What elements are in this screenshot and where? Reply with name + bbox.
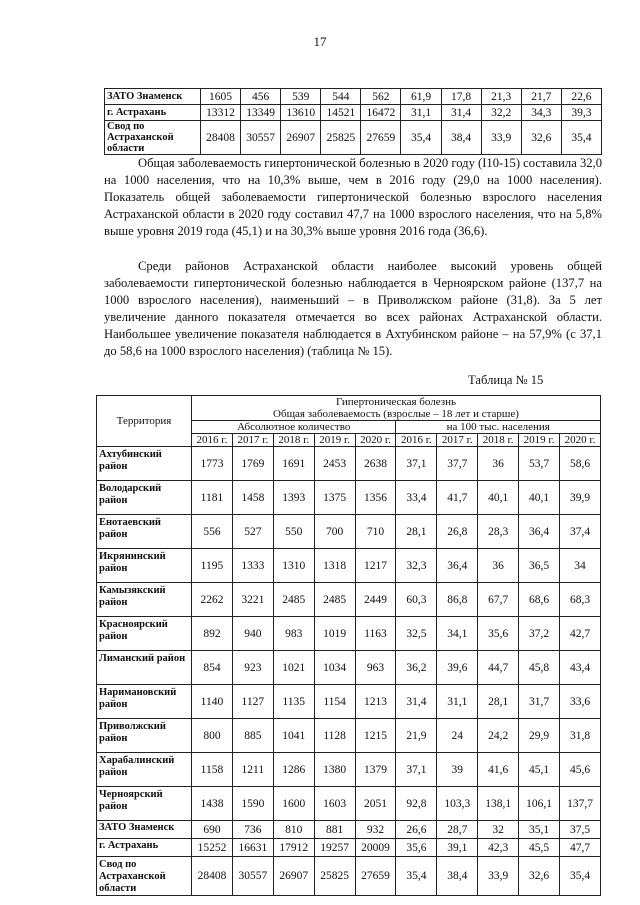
value-cell: 17912 (273, 839, 314, 857)
value-cell: 32 (478, 821, 519, 839)
value-cell: 138,1 (478, 787, 519, 821)
paragraph-general-incidence: Общая заболеваемость гипертонической болезнью в 2020 году (I10-15) составила 32,0 на 1000 населения, что на 10,3% выше, чем в 2016 году (29,0 на 1000 населения). Показатель общей заболеваемости гипертонической болезнью взрослого населения Астраханской области в 2020 году составил 47,7 на 1000 взрослого населения, что на 5,8% выше уровня 2019 года (45,1) и на 30,3% выше уровня 2016 года (36,6). (104, 156, 602, 238)
value-cell: 983 (273, 617, 314, 651)
table-row (97, 617, 601, 651)
value-cell: 1127 (232, 685, 273, 719)
value-cell: 30557 (232, 857, 273, 896)
table-row (105, 89, 602, 105)
value-cell: 16472 (361, 105, 401, 121)
value-cell: 31,8 (560, 719, 601, 753)
value-cell: 33,9 (478, 857, 519, 896)
value-cell: 1603 (314, 787, 355, 821)
value-cell: 1021 (273, 651, 314, 685)
value-cell: 21,9 (396, 719, 437, 753)
value-cell: 31,1 (401, 105, 441, 121)
value-cell: 940 (232, 617, 273, 651)
territory-cell: Икрянинский район (97, 549, 192, 583)
value-cell: 137,7 (560, 787, 601, 821)
value-cell: 36,4 (519, 515, 560, 549)
value-cell: 710 (355, 515, 396, 549)
value-cell: 27659 (361, 121, 401, 155)
table-caption: Таблица № 15 (468, 373, 544, 387)
territory-cell: Красноярский район (97, 617, 192, 651)
value-cell: 1773 (192, 447, 233, 481)
value-cell: 1154 (314, 685, 355, 719)
year-header: 2018 г. (478, 434, 519, 447)
territory-cell: Лиманский район (97, 651, 192, 685)
territory-cell: Ахтубинский район (97, 447, 192, 481)
value-cell: 45,8 (519, 651, 560, 685)
value-cell: 1215 (355, 719, 396, 753)
value-cell: 892 (192, 617, 233, 651)
year-header: 2020 г. (355, 434, 396, 447)
value-cell: 1769 (232, 447, 273, 481)
value-cell: 35,4 (560, 857, 601, 896)
table-row (97, 719, 601, 753)
value-cell: 1041 (273, 719, 314, 753)
page-number: 17 (313, 34, 327, 49)
territory-cell: Камызякский район (97, 583, 192, 617)
territory-cell: ЗАТО Знаменск (105, 89, 201, 105)
value-cell: 20009 (355, 839, 396, 857)
value-cell: 32,3 (396, 549, 437, 583)
header-subtitle: Общая заболеваемость (взрослые – 18 лет и старше) (273, 408, 519, 420)
value-cell: 1158 (192, 753, 233, 787)
value-cell: 1605 (201, 89, 241, 105)
value-cell: 690 (192, 821, 233, 839)
value-cell: 32,6 (521, 121, 561, 155)
value-cell: 43,4 (560, 651, 601, 685)
value-cell: 1380 (314, 753, 355, 787)
value-cell: 1590 (232, 787, 273, 821)
value-cell: 19257 (314, 839, 355, 857)
value-cell: 42,7 (560, 617, 601, 651)
value-cell: 456 (241, 89, 281, 105)
year-header: 2016 г. (192, 434, 233, 447)
value-cell: 58,6 (560, 447, 601, 481)
value-cell: 13610 (281, 105, 321, 121)
value-cell: 1691 (273, 447, 314, 481)
value-cell: 32,2 (481, 105, 521, 121)
value-cell: 1140 (192, 685, 233, 719)
value-cell: 963 (355, 651, 396, 685)
value-cell: 1375 (314, 481, 355, 515)
value-cell: 1393 (273, 481, 314, 515)
value-cell: 40,1 (519, 481, 560, 515)
value-cell: 35,4 (561, 121, 601, 155)
year-header: 2020 г. (560, 434, 601, 447)
value-cell: 35,4 (396, 857, 437, 896)
value-cell: 41,6 (478, 753, 519, 787)
value-cell: 36,4 (437, 549, 478, 583)
value-cell: 1211 (232, 753, 273, 787)
value-cell: 39,1 (437, 839, 478, 857)
territory-cell: Володарский район (97, 481, 192, 515)
value-cell: 35,6 (396, 839, 437, 857)
value-cell: 1217 (355, 549, 396, 583)
territory-cell: Енотаевский район (97, 515, 192, 549)
value-cell: 37,2 (519, 617, 560, 651)
value-cell: 2485 (314, 583, 355, 617)
territory-cell: Черноярский район (97, 787, 192, 821)
value-cell: 38,4 (437, 857, 478, 896)
value-cell: 16631 (232, 839, 273, 857)
value-cell: 21,3 (481, 89, 521, 105)
value-cell: 67,7 (478, 583, 519, 617)
table-row (97, 753, 601, 787)
table-row (97, 857, 601, 896)
value-cell: 68,3 (560, 583, 601, 617)
value-cell: 26907 (281, 121, 321, 155)
value-cell: 36,5 (519, 549, 560, 583)
value-cell: 45,6 (560, 753, 601, 787)
value-cell: 44,7 (478, 651, 519, 685)
table-row (97, 787, 601, 821)
value-cell: 53,7 (519, 447, 560, 481)
value-cell: 700 (314, 515, 355, 549)
territory-cell: Свод по Астраханской области (105, 121, 201, 155)
value-cell: 1379 (355, 753, 396, 787)
year-header: 2017 г. (437, 434, 478, 447)
value-cell: 34 (560, 549, 601, 583)
value-cell: 28,7 (437, 821, 478, 839)
value-cell: 932 (355, 821, 396, 839)
value-cell: 1019 (314, 617, 355, 651)
value-cell: 103,3 (437, 787, 478, 821)
value-cell: 1458 (232, 481, 273, 515)
header-title: Гипертоническая болезнь (335, 396, 457, 408)
value-cell: 28408 (201, 121, 241, 155)
table-row (105, 121, 602, 155)
table-row (97, 839, 601, 857)
hypertension-table (96, 395, 601, 896)
territory-cell: Харабалинский район (97, 753, 192, 787)
value-cell: 37,4 (560, 515, 601, 549)
value-cell: 1195 (192, 549, 233, 583)
value-cell: 1356 (355, 481, 396, 515)
value-cell: 34,3 (521, 105, 561, 121)
value-cell: 37,7 (437, 447, 478, 481)
value-cell: 2449 (355, 583, 396, 617)
value-cell: 35,4 (401, 121, 441, 155)
value-cell: 1438 (192, 787, 233, 821)
value-cell: 1213 (355, 685, 396, 719)
value-cell: 2051 (355, 787, 396, 821)
year-header: 2016 г. (396, 434, 437, 447)
value-cell: 25825 (321, 121, 361, 155)
header-absolute: Абсолютное количество (192, 421, 396, 434)
year-header: 2018 г. (273, 434, 314, 447)
territory-cell: Свод по Астраханской области (97, 857, 192, 896)
value-cell: 106,1 (519, 787, 560, 821)
value-cell: 539 (281, 89, 321, 105)
value-cell: 1286 (273, 753, 314, 787)
paragraph-district-incidence: Среди районов Астраханской области наиболее высокий уровень общей заболеваемости гипертонической болезнью наблюдается в Черноярском районе (137,7 на 1000 взрослого населения), наименьший – в Приволжском районе (31,8). За 5 лет увеличение данного показателя отмечается во всех районах Астраханской области. Наибольшее увеличение показателя наблюдается в Ахтубинском районе – на 57,9% (с 37,1 до 58,6 на 1000 взрослого населения) (таблица № 15). (104, 259, 602, 358)
value-cell: 31,4 (396, 685, 437, 719)
value-cell: 1333 (232, 549, 273, 583)
value-cell: 45,1 (519, 753, 560, 787)
value-cell: 22,6 (561, 89, 601, 105)
value-cell: 26,6 (396, 821, 437, 839)
value-cell: 33,4 (396, 481, 437, 515)
territory-cell: г. Астрахань (105, 105, 201, 121)
value-cell: 550 (273, 515, 314, 549)
value-cell: 1318 (314, 549, 355, 583)
value-cell: 47,7 (560, 839, 601, 857)
value-cell: 32,6 (519, 857, 560, 896)
value-cell: 33,6 (560, 685, 601, 719)
value-cell: 37,5 (560, 821, 601, 839)
value-cell: 3221 (232, 583, 273, 617)
value-cell: 13349 (241, 105, 281, 121)
value-cell: 31,4 (441, 105, 481, 121)
value-cell: 2638 (355, 447, 396, 481)
territory-cell: г. Астрахань (97, 839, 192, 857)
value-cell: 29,9 (519, 719, 560, 753)
territory-cell: Приволжский район (97, 719, 192, 753)
value-cell: 736 (232, 821, 273, 839)
value-cell: 2485 (273, 583, 314, 617)
value-cell: 31,1 (437, 685, 478, 719)
value-cell: 40,1 (478, 481, 519, 515)
value-cell: 28408 (192, 857, 233, 896)
table-row (97, 481, 601, 515)
value-cell: 36,2 (396, 651, 437, 685)
value-cell: 21,7 (521, 89, 561, 105)
value-cell: 39,3 (561, 105, 601, 121)
value-cell: 1034 (314, 651, 355, 685)
year-header: 2019 г. (519, 434, 560, 447)
table-row (97, 685, 601, 719)
value-cell: 24,2 (478, 719, 519, 753)
table-row (105, 105, 602, 121)
value-cell: 28,1 (478, 685, 519, 719)
value-cell: 61,9 (401, 89, 441, 105)
value-cell: 39,6 (437, 651, 478, 685)
value-cell: 544 (321, 89, 361, 105)
value-cell: 35,6 (478, 617, 519, 651)
value-cell: 527 (232, 515, 273, 549)
value-cell: 31,7 (519, 685, 560, 719)
value-cell: 68,6 (519, 583, 560, 617)
value-cell: 2453 (314, 447, 355, 481)
value-cell: 854 (192, 651, 233, 685)
value-cell: 92,8 (396, 787, 437, 821)
value-cell: 556 (192, 515, 233, 549)
value-cell: 35,1 (519, 821, 560, 839)
value-cell: 34,1 (437, 617, 478, 651)
header-disease (192, 396, 601, 421)
value-cell: 30557 (241, 121, 281, 155)
value-cell: 1163 (355, 617, 396, 651)
value-cell: 36 (478, 447, 519, 481)
table-row (97, 515, 601, 549)
value-cell: 885 (232, 719, 273, 753)
year-header: 2017 г. (232, 434, 273, 447)
value-cell: 39,9 (560, 481, 601, 515)
table-row (97, 821, 601, 839)
value-cell: 1600 (273, 787, 314, 821)
value-cell: 923 (232, 651, 273, 685)
value-cell: 24 (437, 719, 478, 753)
value-cell: 37,1 (396, 753, 437, 787)
value-cell: 881 (314, 821, 355, 839)
value-cell: 38,4 (441, 121, 481, 155)
value-cell: 28,3 (478, 515, 519, 549)
value-cell: 27659 (355, 857, 396, 896)
value-cell: 800 (192, 719, 233, 753)
value-cell: 33,9 (481, 121, 521, 155)
value-cell: 14521 (321, 105, 361, 121)
value-cell: 28,1 (396, 515, 437, 549)
value-cell: 45,5 (519, 839, 560, 857)
year-header: 2019 г. (314, 434, 355, 447)
value-cell: 1181 (192, 481, 233, 515)
value-cell: 17,8 (441, 89, 481, 105)
table-row (97, 447, 601, 481)
value-cell: 13312 (201, 105, 241, 121)
summary-table-top (104, 88, 602, 155)
value-cell: 562 (361, 89, 401, 105)
value-cell: 37,1 (396, 447, 437, 481)
summary-table-body (105, 89, 602, 155)
value-cell: 1128 (314, 719, 355, 753)
value-cell: 1135 (273, 685, 314, 719)
value-cell: 86,8 (437, 583, 478, 617)
table-row (97, 583, 601, 617)
territory-cell: ЗАТО Знаменск (97, 821, 192, 839)
value-cell: 42,3 (478, 839, 519, 857)
value-cell: 39 (437, 753, 478, 787)
value-cell: 36 (478, 549, 519, 583)
value-cell: 25825 (314, 857, 355, 896)
value-cell: 60,3 (396, 583, 437, 617)
hypertension-table-body (97, 447, 601, 896)
value-cell: 2262 (192, 583, 233, 617)
header-rate: на 100 тыс. населения (396, 421, 601, 434)
table-row (97, 549, 601, 583)
value-cell: 32,5 (396, 617, 437, 651)
territory-cell: Наримановский район (97, 685, 192, 719)
value-cell: 26,8 (437, 515, 478, 549)
table-row (97, 651, 601, 685)
value-cell: 26907 (273, 857, 314, 896)
value-cell: 810 (273, 821, 314, 839)
value-cell: 15252 (192, 839, 233, 857)
value-cell: 41,7 (437, 481, 478, 515)
header-territory: Территория (97, 396, 192, 447)
value-cell: 1310 (273, 549, 314, 583)
